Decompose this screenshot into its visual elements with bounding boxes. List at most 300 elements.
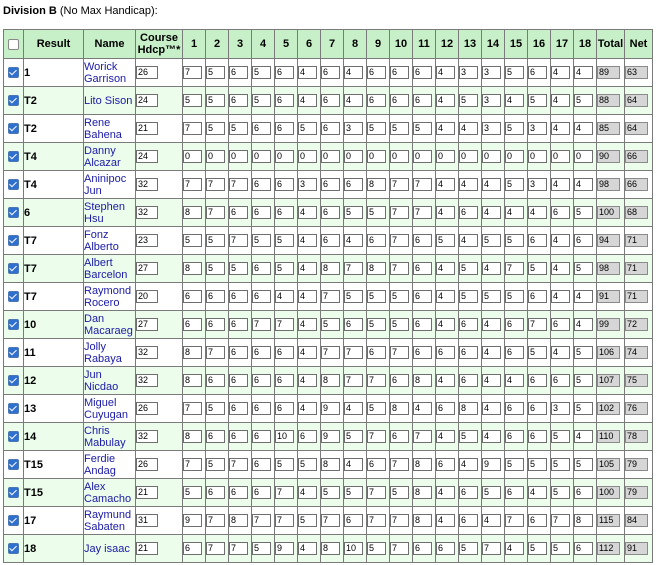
hole-score-field[interactable]: 7 xyxy=(275,486,294,499)
hole-score-field[interactable]: 7 xyxy=(390,346,409,359)
hole-score-field[interactable]: 5 xyxy=(367,122,386,135)
hole-score-field[interactable]: 5 xyxy=(367,206,386,219)
hole-score-field[interactable]: 4 xyxy=(551,234,570,247)
hole-score-field[interactable]: 4 xyxy=(505,542,524,555)
hole-score-field[interactable]: 6 xyxy=(183,290,202,303)
hole-score-field[interactable]: 5 xyxy=(252,66,271,79)
hole-score-field[interactable]: 5 xyxy=(482,290,501,303)
hole-score-field[interactable]: 5 xyxy=(505,458,524,471)
hole-score-field[interactable]: 4 xyxy=(482,402,501,415)
hole-score-field[interactable]: 5 xyxy=(252,94,271,107)
hole-score-field[interactable]: 6 xyxy=(252,458,271,471)
hole-score-field[interactable]: 4 xyxy=(482,262,501,275)
hole-score-field[interactable]: 0 xyxy=(413,150,432,163)
player-first-name[interactable]: Danny xyxy=(84,144,116,157)
hole-score-field[interactable]: 5 xyxy=(275,458,294,471)
hole-score-field[interactable]: 6 xyxy=(528,374,547,387)
hole-score-field[interactable]: 6 xyxy=(229,94,248,107)
hole-score-field[interactable]: 7 xyxy=(252,318,271,331)
hole-score-field[interactable]: 6 xyxy=(459,206,478,219)
hole-score-field[interactable]: 7 xyxy=(505,262,524,275)
hole-score-field[interactable]: 7 xyxy=(321,346,340,359)
hole-score-field[interactable]: 6 xyxy=(206,374,225,387)
player-last-name[interactable]: Camacho xyxy=(84,492,132,505)
hole-score-field[interactable]: 7 xyxy=(206,178,225,191)
hole-score-field[interactable]: 4 xyxy=(551,346,570,359)
hole-score-field[interactable]: 6 xyxy=(298,430,317,443)
hole-score-field[interactable]: 5 xyxy=(505,290,524,303)
hole-score-field[interactable]: 4 xyxy=(505,206,524,219)
hole-score-field[interactable]: 6 xyxy=(275,66,294,79)
hole-score-field[interactable]: 6 xyxy=(321,206,340,219)
player-last-name[interactable]: Sabaten xyxy=(84,520,125,533)
player-first-name[interactable]: Lito Sison xyxy=(84,94,133,107)
hole-score-field[interactable]: 6 xyxy=(367,458,386,471)
player-last-name[interactable]: Barcelon xyxy=(84,268,128,281)
hole-score-field[interactable]: 7 xyxy=(505,514,524,527)
hole-score-field[interactable]: 6 xyxy=(413,542,432,555)
hole-score-field[interactable]: 4 xyxy=(574,122,593,135)
hole-score-field[interactable]: 7 xyxy=(344,374,363,387)
player-last-name[interactable]: Cuyugan xyxy=(84,408,129,421)
hole-score-field[interactable]: 7 xyxy=(206,206,225,219)
hole-score-field[interactable]: 7 xyxy=(390,542,409,555)
hole-score-field[interactable]: 7 xyxy=(413,206,432,219)
hole-score-field[interactable]: 5 xyxy=(183,94,202,107)
hole-score-field[interactable]: 6 xyxy=(574,234,593,247)
hole-score-field[interactable]: 6 xyxy=(459,374,478,387)
hole-score-field[interactable]: 6 xyxy=(574,542,593,555)
hole-score-field[interactable]: 6 xyxy=(505,402,524,415)
hole-score-field[interactable]: 5 xyxy=(183,486,202,499)
hole-score-field[interactable]: 6 xyxy=(551,318,570,331)
hole-score-field[interactable]: 7 xyxy=(482,542,501,555)
hole-score-field[interactable]: 4 xyxy=(436,486,455,499)
hole-score-field[interactable]: 0 xyxy=(252,150,271,163)
hole-score-field[interactable]: 6 xyxy=(275,122,294,135)
hole-score-field[interactable]: 5 xyxy=(459,430,478,443)
hole-score-field[interactable]: 4 xyxy=(298,66,317,79)
hole-score-field[interactable]: 6 xyxy=(505,486,524,499)
hole-score-field[interactable]: 4 xyxy=(344,458,363,471)
hole-score-field[interactable]: 6 xyxy=(390,374,409,387)
hole-score-field[interactable]: 6 xyxy=(436,402,455,415)
hole-score-field[interactable]: 5 xyxy=(298,122,317,135)
hole-score-field[interactable]: 6 xyxy=(183,318,202,331)
hole-score-field[interactable]: 4 xyxy=(459,178,478,191)
player-last-name[interactable]: Rocero xyxy=(84,296,120,309)
hole-score-field[interactable]: 6 xyxy=(390,94,409,107)
select-all-checkbox[interactable] xyxy=(8,39,19,50)
hole-score-field[interactable]: 5 xyxy=(252,234,271,247)
hole-score-field[interactable]: 6 xyxy=(413,318,432,331)
hole-score-field[interactable]: 6 xyxy=(459,514,478,527)
hole-score-field[interactable]: 5 xyxy=(367,542,386,555)
hole-score-field[interactable]: 7 xyxy=(390,234,409,247)
hole-score-field[interactable]: 7 xyxy=(390,206,409,219)
player-name[interactable] xyxy=(84,451,136,479)
hole-score-field[interactable]: 0 xyxy=(505,150,524,163)
hole-score-field[interactable]: 5 xyxy=(459,542,478,555)
hole-score-field[interactable]: 6 xyxy=(206,486,225,499)
hole-score-field[interactable]: 7 xyxy=(413,430,432,443)
hdcp-field[interactable]: 31 xyxy=(136,514,158,527)
row-checkbox[interactable] xyxy=(8,179,19,190)
hole-score-field[interactable]: 8 xyxy=(413,514,432,527)
hole-score-field[interactable]: 0 xyxy=(551,150,570,163)
hole-score-field[interactable]: 6 xyxy=(528,514,547,527)
hole-score-field[interactable]: 6 xyxy=(367,234,386,247)
player-last-name[interactable]: Rabaya xyxy=(84,352,122,365)
hole-score-field[interactable]: 4 xyxy=(298,206,317,219)
hole-score-field[interactable]: 5 xyxy=(528,458,547,471)
hole-score-field[interactable]: 6 xyxy=(183,542,202,555)
hole-score-field[interactable]: 7 xyxy=(413,178,432,191)
hole-score-field[interactable]: 0 xyxy=(298,150,317,163)
hole-score-field[interactable]: 7 xyxy=(183,66,202,79)
player-name[interactable] xyxy=(84,87,136,115)
player-last-name[interactable]: Andag xyxy=(84,464,116,477)
hole-score-field[interactable]: 7 xyxy=(367,374,386,387)
hole-score-field[interactable]: 4 xyxy=(298,346,317,359)
player-last-name[interactable]: Bahena xyxy=(84,128,122,141)
player-first-name[interactable]: Dan xyxy=(84,312,105,325)
hole-score-field[interactable]: 8 xyxy=(183,374,202,387)
hole-score-field[interactable]: 7 xyxy=(275,318,294,331)
hole-score-field[interactable]: 10 xyxy=(275,430,294,443)
player-name[interactable] xyxy=(84,143,136,171)
hole-score-field[interactable]: 6 xyxy=(321,66,340,79)
hole-score-field[interactable]: 6 xyxy=(229,318,248,331)
player-first-name[interactable]: Alex xyxy=(84,480,106,493)
hole-score-field[interactable]: 5 xyxy=(206,94,225,107)
hole-score-field[interactable]: 7 xyxy=(229,458,248,471)
hole-score-field[interactable]: 7 xyxy=(229,542,248,555)
hole-score-field[interactable]: 5 xyxy=(344,206,363,219)
hdcp-field[interactable]: 32 xyxy=(136,346,158,359)
hole-score-field[interactable]: 5 xyxy=(183,234,202,247)
row-checkbox[interactable] xyxy=(8,459,19,470)
player-name[interactable] xyxy=(84,199,136,227)
hole-score-field[interactable]: 4 xyxy=(298,290,317,303)
hole-score-field[interactable]: 6 xyxy=(229,346,248,359)
player-first-name[interactable]: Raymond xyxy=(84,284,132,297)
hole-score-field[interactable]: 6 xyxy=(206,290,225,303)
hole-score-field[interactable]: 5 xyxy=(390,122,409,135)
hole-score-field[interactable]: 9 xyxy=(321,402,340,415)
hole-score-field[interactable]: 5 xyxy=(574,346,593,359)
hole-score-field[interactable]: 6 xyxy=(252,290,271,303)
hole-score-field[interactable]: 5 xyxy=(574,374,593,387)
hole-score-field[interactable]: 6 xyxy=(344,178,363,191)
hole-score-field[interactable]: 4 xyxy=(528,486,547,499)
row-checkbox[interactable] xyxy=(8,515,19,526)
hole-score-field[interactable]: 6 xyxy=(252,402,271,415)
hole-score-field[interactable]: 5 xyxy=(206,66,225,79)
hole-score-field[interactable]: 5 xyxy=(321,318,340,331)
hole-score-field[interactable]: 5 xyxy=(551,430,570,443)
hole-score-field[interactable]: 0 xyxy=(275,150,294,163)
hole-score-field[interactable]: 5 xyxy=(459,94,478,107)
hole-score-field[interactable]: 5 xyxy=(252,542,271,555)
hole-score-field[interactable]: 7 xyxy=(344,262,363,275)
hole-score-field[interactable]: 6 xyxy=(528,402,547,415)
hole-score-field[interactable]: 6 xyxy=(206,430,225,443)
hole-score-field[interactable]: 4 xyxy=(574,318,593,331)
hole-score-field[interactable]: 3 xyxy=(344,122,363,135)
hole-score-field[interactable]: 5 xyxy=(206,262,225,275)
hole-score-field[interactable]: 4 xyxy=(551,178,570,191)
hole-score-field[interactable]: 6 xyxy=(252,430,271,443)
hole-score-field[interactable]: 6 xyxy=(459,318,478,331)
hole-score-field[interactable]: 9 xyxy=(482,458,501,471)
hole-score-field[interactable]: 5 xyxy=(459,290,478,303)
hole-score-field[interactable]: 6 xyxy=(252,122,271,135)
hole-score-field[interactable]: 6 xyxy=(206,318,225,331)
hole-score-field[interactable]: 4 xyxy=(436,374,455,387)
row-checkbox[interactable] xyxy=(8,347,19,358)
hole-score-field[interactable]: 4 xyxy=(551,66,570,79)
hole-score-field[interactable]: 4 xyxy=(574,66,593,79)
hole-score-field[interactable]: 7 xyxy=(390,514,409,527)
hole-score-field[interactable]: 4 xyxy=(436,178,455,191)
player-last-name[interactable]: Alberto xyxy=(84,240,119,253)
hole-score-field[interactable]: 6 xyxy=(390,66,409,79)
hole-score-field[interactable]: 4 xyxy=(574,178,593,191)
hole-score-field[interactable]: 6 xyxy=(229,290,248,303)
hole-score-field[interactable]: 6 xyxy=(413,290,432,303)
hole-score-field[interactable]: 3 xyxy=(528,122,547,135)
hdcp-field[interactable]: 24 xyxy=(136,150,158,163)
hole-score-field[interactable]: 5 xyxy=(574,402,593,415)
hole-score-field[interactable]: 5 xyxy=(344,290,363,303)
hole-score-field[interactable]: 5 xyxy=(528,94,547,107)
hole-score-field[interactable]: 6 xyxy=(528,290,547,303)
hole-score-field[interactable]: 7 xyxy=(321,290,340,303)
hole-score-field[interactable]: 7 xyxy=(390,458,409,471)
hole-score-field[interactable]: 4 xyxy=(344,66,363,79)
player-first-name[interactable]: Aninipoc xyxy=(84,172,127,185)
hole-score-field[interactable]: 4 xyxy=(344,94,363,107)
hole-score-field[interactable]: 6 xyxy=(275,178,294,191)
hole-score-field[interactable]: 6 xyxy=(252,206,271,219)
hole-score-field[interactable]: 5 xyxy=(505,234,524,247)
hole-score-field[interactable]: 4 xyxy=(482,514,501,527)
hole-score-field[interactable]: 5 xyxy=(344,486,363,499)
hole-score-field[interactable]: 6 xyxy=(436,346,455,359)
hole-score-field[interactable]: 6 xyxy=(367,66,386,79)
player-name[interactable] xyxy=(84,255,136,283)
hdcp-field[interactable]: 21 xyxy=(136,122,158,135)
player-name[interactable] xyxy=(84,339,136,367)
hole-score-field[interactable]: 6 xyxy=(413,346,432,359)
hole-score-field[interactable]: 5 xyxy=(367,290,386,303)
hole-score-field[interactable]: 3 xyxy=(298,178,317,191)
hole-score-field[interactable]: 5 xyxy=(367,318,386,331)
hole-score-field[interactable]: 0 xyxy=(482,150,501,163)
hole-score-field[interactable]: 4 xyxy=(482,318,501,331)
hole-score-field[interactable]: 5 xyxy=(321,486,340,499)
hole-score-field[interactable]: 7 xyxy=(206,346,225,359)
hole-score-field[interactable]: 5 xyxy=(574,206,593,219)
hole-score-field[interactable]: 6 xyxy=(436,542,455,555)
player-name[interactable] xyxy=(84,395,136,423)
hole-score-field[interactable]: 6 xyxy=(321,234,340,247)
hole-score-field[interactable]: 5 xyxy=(229,262,248,275)
hole-score-field[interactable]: 4 xyxy=(436,94,455,107)
hole-score-field[interactable]: 4 xyxy=(482,206,501,219)
player-name[interactable] xyxy=(84,507,136,535)
hdcp-field[interactable]: 32 xyxy=(136,374,158,387)
hole-score-field[interactable]: 6 xyxy=(252,178,271,191)
player-name[interactable] xyxy=(84,171,136,199)
hole-score-field[interactable]: 3 xyxy=(482,122,501,135)
hole-score-field[interactable]: 10 xyxy=(344,542,363,555)
hole-score-field[interactable]: 5 xyxy=(574,94,593,107)
hole-score-field[interactable]: 7 xyxy=(183,122,202,135)
row-checkbox[interactable] xyxy=(8,95,19,106)
hole-score-field[interactable]: 8 xyxy=(183,430,202,443)
hole-score-field[interactable]: 4 xyxy=(298,542,317,555)
hole-score-field[interactable]: 4 xyxy=(436,514,455,527)
player-first-name[interactable]: Jay isaac xyxy=(84,542,130,555)
player-first-name[interactable]: Worick xyxy=(84,60,118,73)
hole-score-field[interactable]: 4 xyxy=(436,290,455,303)
hole-score-field[interactable]: 5 xyxy=(367,402,386,415)
row-checkbox[interactable] xyxy=(8,431,19,442)
hole-score-field[interactable]: 7 xyxy=(252,514,271,527)
hole-score-field[interactable]: 4 xyxy=(413,402,432,415)
hdcp-field[interactable]: 26 xyxy=(136,458,158,471)
hole-score-field[interactable]: 0 xyxy=(436,150,455,163)
hole-score-field[interactable]: 8 xyxy=(183,262,202,275)
hole-score-field[interactable]: 6 xyxy=(275,94,294,107)
hole-score-field[interactable]: 4 xyxy=(551,262,570,275)
hole-score-field[interactable]: 0 xyxy=(367,150,386,163)
player-name[interactable] xyxy=(84,59,136,87)
hole-score-field[interactable]: 6 xyxy=(574,486,593,499)
player-first-name[interactable]: Albert xyxy=(84,256,113,269)
hole-score-field[interactable]: 4 xyxy=(505,374,524,387)
hole-score-field[interactable]: 5 xyxy=(551,486,570,499)
hole-score-field[interactable]: 5 xyxy=(551,458,570,471)
hole-score-field[interactable]: 7 xyxy=(183,178,202,191)
hole-score-field[interactable]: 6 xyxy=(252,346,271,359)
hole-score-field[interactable]: 4 xyxy=(574,290,593,303)
player-first-name[interactable]: Jolly xyxy=(84,340,107,353)
hole-score-field[interactable]: 6 xyxy=(413,262,432,275)
row-checkbox[interactable] xyxy=(8,375,19,386)
hole-score-field[interactable]: 7 xyxy=(551,514,570,527)
player-name[interactable] xyxy=(84,227,136,255)
hole-score-field[interactable]: 4 xyxy=(459,122,478,135)
hole-score-field[interactable]: 6 xyxy=(505,430,524,443)
hole-score-field[interactable]: 8 xyxy=(321,262,340,275)
hole-score-field[interactable]: 5 xyxy=(528,262,547,275)
hole-score-field[interactable]: 6 xyxy=(229,66,248,79)
hole-score-field[interactable]: 0 xyxy=(528,150,547,163)
row-checkbox[interactable] xyxy=(8,291,19,302)
hole-score-field[interactable]: 8 xyxy=(413,374,432,387)
hdcp-field[interactable]: 20 xyxy=(136,290,158,303)
hole-score-field[interactable]: 8 xyxy=(574,514,593,527)
hole-score-field[interactable]: 8 xyxy=(413,486,432,499)
row-checkbox[interactable] xyxy=(8,123,19,134)
hole-score-field[interactable]: 4 xyxy=(344,234,363,247)
hole-score-field[interactable]: 6 xyxy=(413,94,432,107)
hole-score-field[interactable]: 5 xyxy=(390,486,409,499)
hole-score-field[interactable]: 6 xyxy=(367,94,386,107)
hole-score-field[interactable]: 7 xyxy=(528,318,547,331)
hole-score-field[interactable]: 6 xyxy=(344,318,363,331)
hole-score-field[interactable]: 5 xyxy=(275,262,294,275)
player-name[interactable] xyxy=(84,283,136,311)
hole-score-field[interactable]: 5 xyxy=(528,346,547,359)
hole-score-field[interactable]: 4 xyxy=(551,290,570,303)
row-checkbox[interactable] xyxy=(8,403,19,414)
hole-score-field[interactable]: 7 xyxy=(344,346,363,359)
hdcp-field[interactable]: 21 xyxy=(136,486,158,499)
hole-score-field[interactable]: 8 xyxy=(321,374,340,387)
hole-score-field[interactable]: 5 xyxy=(275,234,294,247)
hole-score-field[interactable]: 7 xyxy=(275,514,294,527)
player-first-name[interactable]: Stephen xyxy=(84,200,125,213)
hole-score-field[interactable]: 8 xyxy=(183,206,202,219)
hole-score-field[interactable]: 6 xyxy=(275,402,294,415)
hole-score-field[interactable]: 0 xyxy=(390,150,409,163)
hole-score-field[interactable]: 6 xyxy=(229,206,248,219)
hole-score-field[interactable]: 5 xyxy=(482,486,501,499)
player-last-name[interactable]: Garrison xyxy=(84,72,127,85)
hole-score-field[interactable]: 3 xyxy=(482,66,501,79)
hole-score-field[interactable]: 6 xyxy=(229,430,248,443)
hole-score-field[interactable]: 6 xyxy=(528,66,547,79)
hole-score-field[interactable]: 5 xyxy=(206,458,225,471)
hole-score-field[interactable]: 5 xyxy=(459,262,478,275)
hole-score-field[interactable]: 4 xyxy=(344,402,363,415)
hole-score-field[interactable]: 3 xyxy=(551,402,570,415)
player-last-name[interactable]: Mabulay xyxy=(84,436,126,449)
hole-score-field[interactable]: 9 xyxy=(183,514,202,527)
player-first-name[interactable]: Chris xyxy=(84,424,110,437)
hole-score-field[interactable]: 6 xyxy=(551,206,570,219)
player-last-name[interactable]: Nicdao xyxy=(84,380,119,393)
hole-score-field[interactable]: 4 xyxy=(436,430,455,443)
row-checkbox[interactable] xyxy=(8,263,19,274)
hole-score-field[interactable]: 8 xyxy=(229,514,248,527)
player-name[interactable] xyxy=(84,479,136,507)
hole-score-field[interactable]: 6 xyxy=(390,430,409,443)
hole-score-field[interactable]: 6 xyxy=(229,402,248,415)
hole-score-field[interactable]: 4 xyxy=(298,374,317,387)
hole-score-field[interactable]: 7 xyxy=(229,178,248,191)
hole-score-field[interactable]: 0 xyxy=(344,150,363,163)
hole-score-field[interactable]: 6 xyxy=(321,94,340,107)
hole-score-field[interactable]: 6 xyxy=(275,374,294,387)
hole-score-field[interactable]: 4 xyxy=(275,290,294,303)
hole-score-field[interactable]: 7 xyxy=(367,514,386,527)
hole-score-field[interactable]: 4 xyxy=(298,262,317,275)
hole-score-field[interactable]: 4 xyxy=(482,346,501,359)
hole-score-field[interactable]: 6 xyxy=(505,318,524,331)
hole-score-field[interactable]: 5 xyxy=(528,542,547,555)
hole-score-field[interactable]: 6 xyxy=(229,486,248,499)
hole-score-field[interactable]: 4 xyxy=(298,402,317,415)
hole-score-field[interactable]: 7 xyxy=(367,486,386,499)
hole-score-field[interactable]: 8 xyxy=(367,262,386,275)
hole-score-field[interactable]: 8 xyxy=(321,542,340,555)
hole-score-field[interactable]: 5 xyxy=(298,458,317,471)
